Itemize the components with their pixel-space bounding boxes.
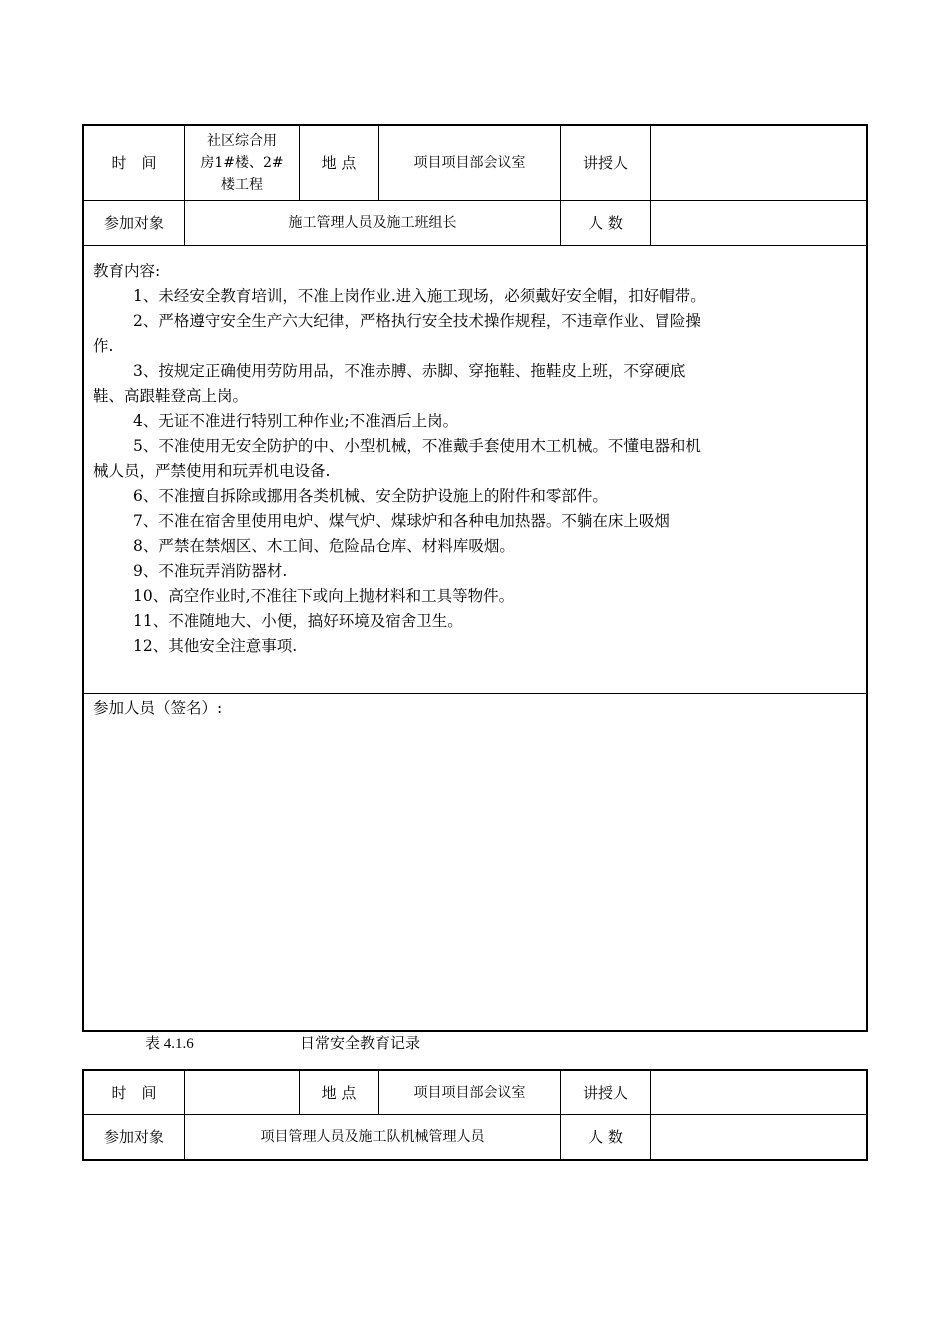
list-item: 4、无证不准进行特别工种作业;不准酒后上岗。 [133, 412, 459, 430]
lecturer-label: 讲授人 [582, 154, 628, 172]
signature-area[interactable] [84, 722, 866, 1028]
list-item: 6、不准擅自拆除或挪用各类机械、安全防护设施上的附件和零部件。 [133, 487, 608, 505]
time-label: 时 间 [111, 154, 157, 172]
participants-value: 施工管理人员及施工班组长 [288, 215, 457, 231]
list-item: 9、不准玩弄消防器材. [133, 562, 288, 580]
location-value: 项目项目部会议室 [413, 155, 526, 171]
list-item: 8、严禁在禁烟区、木工间、危险品仓库、材料库吸烟。 [133, 537, 515, 555]
list-item: 10、高空作业时,不准往下或向上抛材料和工具等物件。 [133, 587, 515, 605]
count-label: 人 数 [588, 214, 623, 232]
time-label: 时 间 [111, 1083, 157, 1102]
count-value[interactable] [651, 1115, 866, 1159]
table-number: 表 4.1.6 [145, 1036, 194, 1052]
list-item: 7、不准在宿舍里使用电炉、煤气炉、煤球炉和各种电加热器。不躺在床上吸烟 [133, 512, 670, 530]
count-label: 人 数 [588, 1128, 623, 1146]
participants-label: 参加对象 [103, 214, 164, 232]
table-1-rule [83, 245, 867, 246]
list-item-continuation: 械人员，严禁使用和玩弄机电设备. [93, 462, 331, 480]
list-item: 2、严格遵守安全生产六大纪律，严格执行安全技术操作规程，不违章作业、冒险操 [133, 312, 701, 330]
lecturer-value[interactable] [651, 126, 866, 200]
list-item-continuation: 作. [93, 337, 114, 355]
count-value[interactable] [651, 201, 866, 245]
list-item: 1、未经安全教育培训，不准上岗作业.进入施工现场，必须戴好安全帽，扣好帽带。 [133, 287, 706, 305]
signature-label: 参加人员（签名）: [93, 699, 223, 717]
lecturer-label: 讲授人 [582, 1083, 628, 1102]
list-item-continuation: 鞋、高跟鞋登高上岗。 [93, 387, 249, 405]
list-item: 3、按规定正确使用劳防用品，不准赤膊、赤脚、穿拖鞋、拖鞋皮上班，不穿硬底 [133, 362, 686, 380]
project-name-line: 社区综合用 [207, 133, 277, 149]
project-name [185, 126, 299, 200]
participants-label: 参加对象 [103, 1128, 164, 1146]
list-item: 5、不准使用无安全防护的中、小型机械，不准戴手套使用木工机械。不懂电器和机 [133, 437, 701, 455]
education-content [93, 259, 849, 659]
location-label: 地 点 [321, 1083, 357, 1102]
project-name-line: 楼工程 [221, 177, 263, 193]
list-item: 12、其他安全注意事项. [133, 637, 298, 655]
project-name-line: 房1#楼、2# [200, 155, 284, 171]
time-value[interactable] [185, 1071, 299, 1114]
table-title: 日常安全教育记录 [300, 1036, 421, 1052]
table-1-rule [83, 693, 867, 694]
lecturer-value[interactable] [651, 1071, 866, 1114]
location-value: 项目项目部会议室 [413, 1084, 526, 1101]
location-label: 地 点 [321, 154, 357, 172]
participants-value: 项目管理人员及施工队机械管理人员 [260, 1129, 485, 1145]
list-item: 11、不准随地大、小便，搞好环境及宿舍卫生。 [133, 612, 463, 630]
content-title: 教育内容: [93, 262, 161, 280]
